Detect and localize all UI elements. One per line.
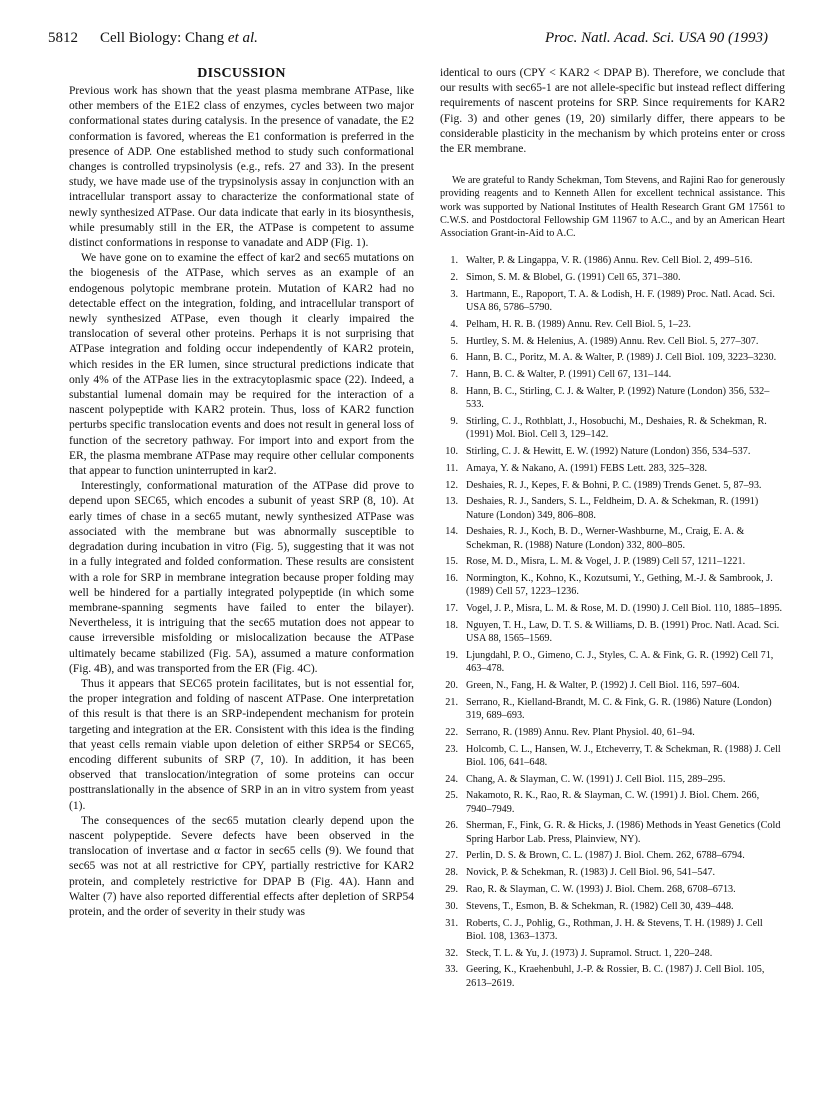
reference-item	[440, 679, 785, 692]
reference-item	[440, 619, 785, 645]
reference-number: 8.	[450, 386, 458, 398]
reference-item	[440, 726, 785, 739]
reference-text: Hann, B. C., Stirling, C. J. & Walter, P. (1992) Nature (London) 356, 532–533.	[466, 386, 770, 411]
reference-item	[440, 963, 785, 989]
reference-number: 24.	[445, 773, 458, 785]
reference-text: Roberts, C. J., Pohlig, G., Rothman, J. H. & Stevens, T. H. (1989) J. Cell Biol. 108, 1363–1373.	[466, 917, 763, 942]
reference-item	[440, 445, 785, 458]
reference-text: Nakamoto, R. K., Rao, R. & Slayman, C. W. (1991) J. Biol. Chem. 266, 7940–7949.	[466, 790, 760, 815]
reference-text: Nguyen, T. H., Law, D. T. S. & Williams, D. B. (1991) Proc. Natl. Acad. Sci. USA 88, 1565–1569.	[466, 620, 780, 645]
reference-number: 33.	[445, 964, 458, 976]
reference-text: Serrano, R., Kielland-Brandt, M. C. & Fink, G. R. (1986) Nature (London) 319, 689–693.	[466, 696, 772, 721]
reference-number: 25.	[445, 790, 458, 802]
left-column	[69, 66, 414, 920]
discussion-continuation: identical to ours (CPY < KAR2 < DPAP B). Therefore, we conclude that our results with sec65-1 are not allele-specific but instead reflect differing requirements of nascent proteins for SRP. Since requirements for KAR2 (Fig. 3) and other genes (19, 20) similarly differ, there appears to be considerable plasticity in the mechanism by which proteins enter or cross the ER membrane.	[440, 67, 785, 156]
right-column	[440, 66, 785, 993]
reference-number: 10.	[445, 446, 458, 458]
discussion-paragraph: Previous work has shown that the yeast plasma membrane ATPase, like other members of the E1E2 class of enzymes, cycles between two major conformational states during catalysis. In the presence of vanadate, the E2 conformation is favored, whereas the E1 conformation is preferred in the presence of ADP. One established method to study such conformational changes is controlled trypsinolysis (e.g., refs. 27 and 33). In the present study, we have made use of the trypsinolysis assay in conjunction with an intracellular transport assay to characterize the conformational state of newly synthesized ATPase. Our data indicate that early in its biosynthesis, while presumably still in the ER, the ATPase is competent to assume distinct conformations in response to vanadate and ADP (Fig. 1).	[69, 85, 414, 250]
reference-number: 9.	[450, 416, 458, 428]
reference-number: 17.	[445, 603, 458, 615]
journal-citation: Proc. Natl. Acad. Sci. USA 90 (1993)	[544, 30, 768, 46]
discussion-paragraph: We have gone on to examine the effect of kar2 and sec65 mutations on the biogenesis of the ATPase, which serves as an example of an endogenous polytopic membrane protein. Mutation of KAR2 had no detectable effect on the integration, folding, and intracellular transport of newly synthesized ATPase, even though it clearly impaired the translocation of several other proteins. Perhaps it is not surprising that ATPase integration and folding occur independently of KAR2 protein, which resides in the ER lumen, since structural predictions indicate that only 4% of the ATPase lies in the extracytoplasmic space (22). Indeed, a substantial lumenal domain may be required for the interaction of a nascent polypeptide with KAR2 protein. Thus, loss of KAR2 function perturbs specific translocation events and does not result in general loss of function of the secretory pathway. For import into and export from the ER, the plasma membrane ATPase may require other cellular components that appear to function uninterrupted in kar2.	[69, 252, 414, 478]
reference-number: 1.	[450, 255, 458, 267]
reference-item	[440, 368, 785, 381]
reference-item	[440, 271, 785, 284]
reference-number: 21.	[445, 696, 458, 708]
reference-number: 31.	[445, 917, 458, 929]
reference-item	[440, 525, 785, 551]
reference-item	[440, 883, 785, 896]
reference-item	[440, 555, 785, 568]
reference-text: Rao, R. & Slayman, C. W. (1993) J. Biol. Chem. 268, 6708–6713.	[466, 883, 736, 895]
reference-number: 4.	[450, 318, 458, 330]
reference-text: Deshaies, R. J., Koch, B. D., Werner-Washburne, M., Craig, E. A. & Schekman, R. (1988) Nature (London) 332, 800–805.	[466, 526, 745, 551]
reference-text: Chang, A. & Slayman, C. W. (1991) J. Cell Biol. 115, 289–295.	[466, 773, 726, 785]
reference-text: Geering, K., Kraehenbuhl, J.-P. & Rossier, B. C. (1987) J. Cell Biol. 105, 2613–2619.	[466, 964, 765, 989]
reference-number: 23.	[445, 743, 458, 755]
reference-item	[440, 572, 785, 598]
reference-text: Green, N., Fang, H. & Walter, P. (1992) J. Cell Biol. 116, 597–604.	[466, 680, 740, 691]
reference-item	[440, 866, 785, 879]
reference-number: 12.	[445, 479, 458, 491]
reference-text: Deshaies, R. J., Kepes, F. & Bohni, P. C. (1989) Trends Genet. 5, 87–93.	[466, 479, 762, 491]
discussion-heading: DISCUSSION	[197, 66, 286, 81]
reference-text: Stevens, T., Esmon, B. & Schekman, R. (1982) Cell 30, 439–448.	[466, 900, 734, 912]
reference-text: Vogel, J. P., Misra, L. M. & Rose, M. D. (1990) J. Cell Biol. 110, 1885–1895.	[466, 603, 783, 615]
reference-number: 16.	[445, 573, 458, 585]
running-head-title: Cell Biology: Chang	[100, 30, 225, 46]
reference-number: 26.	[445, 820, 458, 832]
reference-number: 29.	[445, 883, 458, 895]
reference-number: 7.	[450, 369, 458, 381]
reference-item	[440, 773, 785, 786]
reference-number: 5.	[450, 335, 458, 347]
reference-text: Hartmann, E., Rapoport, T. A. & Lodish, H. F. (1989) Proc. Natl. Acad. Sci. USA 86, 5786–5790.	[466, 288, 775, 314]
acknowledgment: We are grateful to Randy Schekman, Tom Stevens, and Rajini Rao for generously providing reagents and to Kenneth Allen for excellent technical assistance. This work was supported by National Institutes of Health Research Grant GM 17561 to C.W.S. and Postdoctoral Fellowship GM 11967 to A.C., and by an American Heart Association Grant-in-Aid to A.C.	[440, 175, 785, 240]
reference-item	[440, 462, 785, 475]
reference-text: Sherman, F., Fink, G. R. & Hicks, J. (1986) Methods in Yeast Genetics (Cold Spring Harbor Lab. Press, Plainview, NY).	[466, 820, 781, 845]
reference-text: Stirling, C. J., Rothblatt, J., Hosobuchi, M., Deshaies, R. & Schekman, R. (1991) Mol. Biol. Cell 3, 129–142.	[466, 416, 767, 441]
reference-number: 11.	[445, 462, 458, 474]
reference-text: Holcomb, C. L., Hansen, W. J., Etcheverry, T. & Schekman, R. (1988) J. Cell Biol. 106, 641–648.	[466, 743, 781, 768]
reference-item	[440, 649, 785, 675]
reference-item	[440, 696, 785, 722]
reference-text: Pelham, H. R. B. (1989) Annu. Rev. Cell Biol. 5, 1–23.	[466, 318, 691, 330]
reference-text: Serrano, R. (1989) Annu. Rev. Plant Physiol. 40, 61–94.	[466, 726, 695, 738]
reference-text: Ljungdahl, P. O., Gimeno, C. J., Styles, C. A. & Fink, G. R. (1992) Cell 71, 463–478.	[466, 650, 774, 675]
reference-number: 13.	[445, 496, 458, 508]
page-number: 5812	[48, 30, 78, 46]
reference-number: 2.	[450, 272, 458, 284]
running-head-suffix: et al.	[227, 30, 258, 46]
reference-text: Walter, P. & Lingappa, V. R. (1986) Annu. Rev. Cell Biol. 2, 499–516.	[466, 255, 753, 267]
reference-text: Hann, B. C. & Walter, P. (1991) Cell 67, 131–144.	[466, 369, 672, 381]
reference-text: Amaya, Y. & Nakano, A. (1991) FEBS Lett. 283, 325–328.	[466, 462, 708, 474]
discussion-paragraph: Interestingly, conformational maturation of the ATPase did prove to depend upon SEC65, which encodes a subunit of yeast SRP (8, 10). At early times of chase in a sec65 mutant, newly synthesized ATPase was associated with the membrane but was abnormally susceptible to degradation during incubation in vitro (Fig. 5), suggesting that it was not in a fully integrated and folded conformation. These results are consistent with a role for SRP in membrane integration because proper folding may well be hindered for a partially integrated polypeptide (in which some membrane-spanning segments have failed to enter the bilayer). Nevertheless, it is intriguing that the sec65 mutation does not appear to cause irreversible misfolding or mislocalization because the ATPase ultimately became stabilized (Fig. 5A), assumed a mature conformation (Fig. 4B), and was transported from the ER (Fig. 4C).	[69, 480, 414, 675]
page-header	[48, 30, 768, 52]
reference-number: 19.	[445, 650, 458, 661]
reference-number: 30.	[445, 900, 458, 912]
reference-text: Rose, M. D., Misra, L. M. & Vogel, J. P. (1989) Cell 57, 1211–1221.	[466, 556, 746, 568]
reference-text: Steck, T. L. & Yu, J. (1973) J. Supramol. Struct. 1, 220–248.	[466, 947, 713, 959]
reference-text: Novick, P. & Schekman, R. (1983) J. Cell Biol. 96, 541–547.	[466, 867, 716, 879]
reference-item	[440, 318, 785, 331]
reference-item	[440, 495, 785, 521]
reference-text: Hann, B. C., Poritz, M. A. & Walter, P. (1989) J. Cell Biol. 109, 3223–3230.	[466, 352, 777, 364]
discussion-paragraph: Thus it appears that SEC65 protein facilitates, but is not essential for, the proper integration and folding of nascent ATPase. One interpretation of this result is that there is an SRP-independent mechanism for protein targeting and integration at the ER. Consistent with this idea is the finding that yeast cells remain viable upon deletion of either SRP54 or SEC65, encoding different subunits of SRP (7, 10). In addition, it has been observed that translocation/integration of some proteins can occur posttranslationally in the absence of SRP in an in vitro system from yeast (1).	[69, 677, 414, 812]
reference-item	[440, 900, 785, 913]
reference-number: 27.	[445, 850, 458, 862]
reference-list	[440, 254, 785, 990]
reference-item	[440, 947, 785, 960]
reference-number: 22.	[445, 726, 458, 738]
reference-item	[440, 254, 785, 267]
reference-item	[440, 479, 785, 492]
reference-text: Deshaies, R. J., Sanders, S. L., Feldheim, D. A. & Schekman, R. (1991) Nature (London) 349, 806–808.	[466, 496, 759, 521]
running-head	[100, 30, 258, 47]
reference-number: 18.	[445, 620, 458, 631]
reference-number: 3.	[450, 288, 458, 300]
reference-text: Stirling, C. J. & Hewitt, E. W. (1992) Nature (London) 356, 534–537.	[466, 446, 751, 458]
reference-item	[440, 917, 785, 943]
reference-item	[440, 351, 785, 364]
reference-number: 20.	[445, 680, 458, 691]
reference-item	[440, 335, 785, 348]
reference-text: Simon, S. M. & Blobel, G. (1991) Cell 65, 371–380.	[466, 272, 681, 284]
reference-text: Normington, K., Kohno, K., Kozutsumi, Y., Gething, M.-J. & Sambrook, J. (1989) Cell 57, 1223–1236.	[466, 573, 773, 598]
reference-item	[440, 789, 785, 815]
reference-number: 6.	[450, 352, 458, 364]
reference-item	[440, 288, 785, 314]
reference-number: 32.	[445, 947, 458, 959]
reference-item	[440, 385, 785, 411]
reference-item	[440, 819, 785, 845]
reference-text: Hurtley, S. M. & Helenius, A. (1989) Annu. Rev. Cell Biol. 5, 277–307.	[466, 335, 759, 347]
discussion-paragraph: The consequences of the sec65 mutation clearly depend upon the nascent polypeptide. Severe defects have been observed in the translocation of invertase and α factor in sec65 cells (9). We found that sec65 was not at all restrictive for CPY, partially restrictive for KAR2 protein, and completely restrictive for DPAP B (Fig. 4A). Hann and Walter (7) have also reported differential effects after depletion of SRP54 protein, and the order of severity in their study was	[69, 814, 414, 918]
reference-number: 14.	[445, 526, 458, 538]
reference-item	[440, 602, 785, 615]
reference-item	[440, 415, 785, 441]
reference-text: Perlin, D. S. & Brown, C. L. (1987) J. Biol. Chem. 262, 6788–6794.	[466, 850, 745, 862]
reference-number: 15.	[445, 556, 458, 568]
reference-item	[440, 743, 785, 769]
reference-item	[440, 849, 785, 862]
reference-number: 28.	[445, 867, 458, 879]
